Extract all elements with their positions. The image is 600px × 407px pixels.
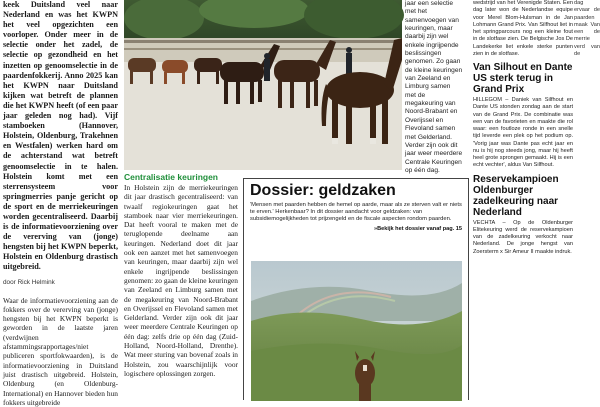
brief-text-2: VECHTA – Op de Oldenburger Elitekeuring werd de reservekampioen van de zadelkeuring verkocht naar Nederland. De jonge hengst van Zoersterm x Sir Ameur II maakte indruk. [473,219,573,255]
cut-off-fragment: dag ervaar de paarden maak Van een de merrie verd van de [574,0,600,57]
section-subhead: Centralisatie keuringen [124,172,219,182]
photo-caption-text: jaar een selectie met het samenvoegen van keuringen, maar daarbij zijn wel enkele ingrijpende beslissingen genomen. Zo gaan de kleine keuringen van Zeeland en Limburg samen met de megakeuring van Noord-Brabant en Overijssel en Flevoland samen met Gelderland. Verder zijn ook dit jaar weer meerdere Centrale Keuringen op één dag. [405,0,463,174]
intro-text: keek Duitsland veel naar Nederland en was het KWPN het veel opgezichten een voorloper. Onder meer in de selectie onder het zadel, de selectie op gezondheid en het inzetten op genoomselectie in de paardenfokkerij. Anno 2025 kan het KWPN naar Duitsland kijken wat betreft de plannen die het KWPN heeft (of een paar jaar geleden nog had). Vijf stamboeken (Hannover, Holstein, Oldenburg, Trakehnen en Westfalen) werken hard om de achterstand wat betreft genoomselectie in te halen. Holstein komt met een sterrensysteem voor springmerries panje gericht op de sport en de merriekeuringen worden gecentraliseerd. Daarbij is de informatievoorziening over de vererving van (jonge) hengsten bij het KWPN beperkt, Holstein en Oldenburg drastisch uitgebreid. [3,0,118,272]
intro-column [0,0,118,407]
horses-paddock-photo [124,0,402,170]
dossier-title: Dossier: geldzaken [250,182,396,199]
byline: door Rick Helmink [3,278,55,286]
foal-landscape-photo [251,261,462,401]
brief-heading-2: Reservekampioen Oldenburger zadelkeuring naar Nederland [473,173,559,218]
middle-column-spacer [124,306,238,400]
centralisation-text: In Holstein zijn de merriekeuringen dit jaar drastisch gecentraliseerd: van twaalf regiokeuringen gaat het stamboek naar vier merriekeuringen. Dat heeft vooral te maken met de teruglopende deelname aan keuringen. Nederland doet dit jaar ook een aanzet met het samenvoegen van keuringen, maar daarbij zijn wel enkele ingrijpende beslissingen genomen: zo gaan de kleine keuringen van Zeeland en Limburg samen met de megakeuring van Noord-Brabant en Overijssel en Flevoland samen met Gelderland. Verder zijn ook dit jaar weer meerdere Centrale Keuringen op één dag: zelfs drie op één dag (Zuid-Holland, Noord-Holland, Drenthe). Wat meer sturing van bovenaf zoals in Holstein, zou waarschijnlijk voor logischere oplossingen zorgen. [124,183,238,378]
cut-off-column [574,0,600,400]
brief-heading-1: Van Silhout en Dante US sterk terug in Grand Prix [473,62,573,95]
brief-text-1: HILLEGOM – Daniek van Silfhout en Dante US stonden zondag aan de start van de Grand Prix. De combinatie was een van de favorieten en maakte die rol waar: een foutloze ronde in een snelle tijd leverde een plek op het podium op. 'Vorig jaar was Dante pas echt jaar en nu is hij nog steeds jong, maar hij heeft heel grote sprongen gemaakt. Hij is een echt vechter', aldus Van Silfhout. [473,97,573,169]
body-text: Waar de informatievoorziening aan de fokkers over de vererving van (jonge) hengsten bij het KWPN beperkt is geworden in de laatste jaren (verdwijnen afstammingsrapportages/niet publiceren sportfokwaarden), is de informatievoorziening in Duitsland juist drastisch uitgebreid. Holstein, Oldenburg (en Oldenburg-International) en Hannover bieden hun fokkers uitgebreide [3,295,118,407]
dossier-box [243,178,469,400]
news-briefs-column [473,0,573,400]
brief-intro-text: wedstrijd van het Verenigde Staten. Een dag later won de Nederlandse equipe voor Merel Blom-Hulsman in de Jan Lohmann Grand Prix. Van Silfhout liet in het springparcours nog een kleine fout in de slotfase zien. De Belgische Jos De Landekerke liet enkele sterke punten zien in de slotfase. [473,0,573,57]
photo-caption [405,0,463,174]
centralisation-article [124,170,238,378]
dossier-intro: 'Mensen met paarden hebben de hemel op aarde, maar als ze sterven valt er niets te erven.' Herkenbaar? In dit dossier aandacht voor geldzaken: van subsidiemogelijkheden tot prijzengeld en de fiscale aspecten rondom paarden. [250,202,462,223]
dossier-link[interactable]: »Bekijk het dossier vanaf pag. 15 [374,225,462,232]
